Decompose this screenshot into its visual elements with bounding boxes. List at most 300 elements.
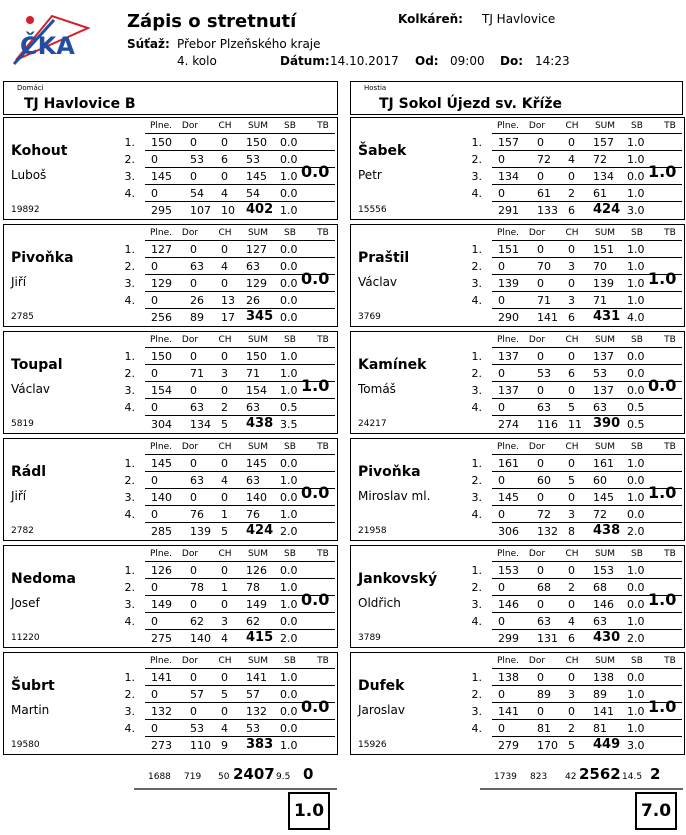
lane-cell: 72 [537,508,551,521]
column-header: Dor [181,228,199,238]
row-rule [492,505,682,506]
lane-cell: 145 [151,457,172,470]
end-time-label: Do: [500,54,524,68]
total-cell: 11 [568,418,582,431]
lane-number: 1. [471,564,482,577]
lane-number: 2. [124,474,135,487]
lane-cell: 0 [190,277,197,290]
row-rule [492,308,682,309]
lane-cell: 5 [568,474,575,487]
total-cell: 5 [221,418,228,431]
lane-cell: 149 [151,598,172,611]
column-header: CH [565,442,579,452]
lane-cell: 78 [190,581,204,594]
row-rule [145,291,335,292]
lane-cell: 0 [498,367,505,380]
player-surname: Kohout [11,143,68,159]
total-cell: 279 [498,739,519,752]
lane-cell: 0.0 [280,564,298,577]
lane-cell: 71 [537,294,551,307]
lane-cell: 0 [190,350,197,363]
lane-cell: 1.0 [280,350,298,363]
lane-cell: 0 [568,671,575,684]
lane-cell: 0 [498,153,505,166]
total-cell: 110 [190,739,211,752]
lane-cell: 0 [537,598,544,611]
player-points: 1.0 [301,376,330,395]
total-cell: 131 [537,632,558,645]
lane-cell: 146 [593,598,614,611]
lane-cell: 141 [593,705,614,718]
lane-cell: 63 [593,401,607,414]
total-cell: 438 [593,523,621,538]
lane-number: 4. [471,508,482,521]
total-cell: 306 [498,525,519,538]
lane-cell: 72 [537,153,551,166]
lane-cell: 0 [221,277,228,290]
lane-cell: 3 [568,294,575,307]
lane-cell: 0 [568,705,575,718]
row-rule [145,505,335,506]
lane-cell: 0.0 [280,722,298,735]
lane-cell: 153 [593,564,614,577]
lane-cell: 145 [246,457,267,470]
guest-team-box [350,81,683,115]
lane-cell: 0 [151,153,158,166]
lane-number: 1. [471,671,482,684]
player-id: 11220 [11,633,40,643]
lane-cell: 4 [221,187,228,200]
header-rule [492,561,682,562]
column-header: SB [631,121,643,131]
player-points: 1.0 [648,590,677,609]
lanes-label: Kolkáreň: [398,12,463,26]
total-cell: 295 [151,204,172,217]
lane-cell: 53 [593,367,607,380]
total-cell: 10 [221,204,235,217]
guest-total-tb: 2 [650,765,661,783]
home-team-label: Domáci [17,84,44,92]
player-surname: Šabek [358,143,407,159]
lane-number: 3. [124,384,135,397]
player-id: 19580 [11,740,40,750]
total-cell: 449 [593,737,621,752]
guest-final-score: 7.0 [635,792,677,830]
column-header: CH [565,656,579,666]
lane-cell: 1.0 [627,688,645,701]
lane-cell: 0 [568,350,575,363]
total-cell: 5 [221,525,228,538]
player-firstname: Jiří [11,275,27,289]
row-rule [145,736,335,737]
lane-cell: 0 [537,491,544,504]
lane-cell: 0 [221,491,228,504]
player-points: 0.0 [648,376,677,395]
player-surname: Jankovský [358,571,438,587]
lane-number: 3. [471,491,482,504]
lane-cell: 4 [221,474,228,487]
lane-cell: 0 [568,243,575,256]
lane-cell: 134 [593,170,614,183]
lane-cell: 0 [498,615,505,628]
lane-cell: 1.0 [280,671,298,684]
lane-cell: 89 [593,688,607,701]
player-firstname: Oldřich [358,596,401,610]
player-surname: Rádl [11,464,47,480]
lane-cell: 132 [246,705,267,718]
lane-cell: 157 [593,136,614,149]
player-firstname: Václav [11,382,51,396]
lane-cell: 138 [593,671,614,684]
lane-cell: 1.0 [280,170,298,183]
lane-cell: 0 [190,170,197,183]
row-rule [145,578,335,579]
lane-cell: 71 [190,367,204,380]
lane-cell: 0 [190,243,197,256]
column-header: SUM [247,549,269,559]
row-rule [145,522,335,523]
lane-cell: 0.0 [627,508,645,521]
lane-cell: 0.0 [280,260,298,273]
lane-cell: 70 [593,260,607,273]
header-rule [145,133,335,134]
total-cell: 431 [593,309,621,324]
row-rule [492,257,682,258]
column-header: Plne. [149,335,173,345]
column-header: Plne. [149,656,173,666]
guest-total-ch: 42 [565,772,577,782]
column-header: SUM [594,228,616,238]
total-cell: 424 [246,523,274,538]
header-rule [145,347,335,348]
column-header: SB [631,656,643,666]
lane-cell: 0 [498,688,505,701]
lane-number: 2. [471,688,482,701]
column-header: Dor [528,656,546,666]
lane-number: 2. [471,367,482,380]
lane-cell: 0 [190,598,197,611]
lane-number: 3. [124,491,135,504]
total-cell: 290 [498,311,519,324]
row-rule [492,578,682,579]
player-firstname: Petr [358,168,382,182]
column-header: Dor [181,656,199,666]
lanes-value: TJ Havlovice [482,12,556,26]
total-cell: 3.5 [280,418,298,431]
total-cell: 415 [246,630,274,645]
lane-cell: 0 [151,367,158,380]
lane-cell: 53 [190,722,204,735]
column-header: TB [317,549,329,559]
lane-cell: 3 [568,508,575,521]
lane-cell: 0.0 [280,294,298,307]
lane-cell: 141 [151,671,172,684]
player-id: 3789 [358,633,381,643]
lane-cell: 0 [498,260,505,273]
lane-cell: 150 [151,136,172,149]
total-cell: 345 [246,309,274,324]
lane-cell: 70 [537,260,551,273]
lane-cell: 4 [221,260,228,273]
lane-cell: 63 [246,474,260,487]
lane-cell: 63 [190,260,204,273]
lane-number: 1. [471,243,482,256]
player-points: 1.0 [648,697,677,716]
lane-cell: 0 [537,170,544,183]
column-header: Plne. [149,228,173,238]
lane-cell: 2 [568,581,575,594]
lane-cell: 1.0 [627,243,645,256]
lane-cell: 0.0 [627,384,645,397]
lane-cell: 1.0 [280,581,298,594]
player-surname: Kamínek [358,357,427,373]
column-header: Dor [181,442,199,452]
lane-cell: 146 [498,598,519,611]
row-rule [492,522,682,523]
lane-cell: 5 [221,688,228,701]
lane-cell: 0 [498,401,505,414]
lane-number: 3. [124,170,135,183]
home-player-card [3,331,338,434]
lane-cell: 57 [246,688,260,701]
lane-cell: 61 [537,187,551,200]
home-player-card [3,545,338,648]
total-cell: 390 [593,416,621,431]
player-firstname: Václav [358,275,398,289]
home-total-plne: 1688 [148,772,171,782]
lane-cell: 68 [537,581,551,594]
home-player-card [3,117,338,220]
total-cell: 116 [537,418,558,431]
column-header: SUM [247,335,269,345]
total-cell: 17 [221,311,235,324]
column-header: SUM [594,656,616,666]
lane-number: 2. [471,153,482,166]
lane-cell: 140 [246,491,267,504]
home-total-dor: 719 [184,772,202,782]
lane-cell: 0 [221,243,228,256]
lane-cell: 53 [537,367,551,380]
end-time-value: 14:23 [535,54,570,68]
lane-cell: 0 [221,705,228,718]
column-header: SB [631,228,643,238]
lane-cell: 137 [593,350,614,363]
player-points: 0.0 [301,590,330,609]
lane-cell: 0.0 [627,598,645,611]
lane-cell: 2 [221,401,228,414]
lane-cell: 63 [246,260,260,273]
lane-cell: 63 [246,401,260,414]
lane-cell: 63 [537,401,551,414]
row-rule [145,629,335,630]
lane-cell: 0 [221,384,228,397]
column-header: SUM [247,121,269,131]
player-firstname: Luboš [11,168,47,182]
lane-cell: 0 [498,294,505,307]
lane-cell: 0 [498,581,505,594]
lane-cell: 0 [221,564,228,577]
lane-cell: 0.0 [280,153,298,166]
total-cell: 2.0 [280,525,298,538]
row-rule [145,150,335,151]
column-header: SUM [247,228,269,238]
lane-cell: 145 [593,491,614,504]
header-rule [145,240,335,241]
lane-cell: 26 [190,294,204,307]
lane-cell: 4 [221,722,228,735]
player-surname: Šubrt [11,678,55,694]
header-rule [145,668,335,669]
lane-cell: 0.0 [280,457,298,470]
row-rule [492,736,682,737]
row-rule [492,685,682,686]
lane-number: 4. [471,615,482,628]
column-header: SUM [594,121,616,131]
lane-cell: 0 [537,243,544,256]
lane-number: 1. [124,243,135,256]
lane-cell: 0.0 [627,170,645,183]
lane-cell: 1.0 [627,187,645,200]
column-header: CH [218,656,232,666]
total-cell: 134 [190,418,211,431]
guest-total-plne: 1739 [494,772,517,782]
total-cell: 274 [498,418,519,431]
column-header: TB [664,549,676,559]
lane-cell: 126 [246,564,267,577]
lane-cell: 0 [151,615,158,628]
lane-cell: 71 [246,367,260,380]
lane-cell: 4 [568,615,575,628]
row-rule [492,291,682,292]
home-team-box [3,81,338,115]
lane-cell: 0.5 [280,401,298,414]
lane-number: 4. [471,294,482,307]
competition-value: Přebor Plzeňského kraje [177,37,321,51]
lane-number: 4. [471,401,482,414]
column-header: SUM [594,442,616,452]
lane-cell: 1.0 [627,564,645,577]
lane-cell: 0 [151,474,158,487]
lane-cell: 139 [593,277,614,290]
lane-number: 1. [124,136,135,149]
player-surname: Pivoňka [358,464,421,480]
lane-cell: 0 [498,722,505,735]
federation-logo [12,10,90,66]
column-header: CH [218,121,232,131]
column-header: SB [631,335,643,345]
lane-cell: 1.0 [280,598,298,611]
row-rule [145,685,335,686]
lane-cell: 6 [568,367,575,380]
column-header: Plne. [496,121,520,131]
column-header: SUM [594,335,616,345]
row-rule [492,398,682,399]
lane-cell: 0 [221,350,228,363]
lane-cell: 150 [246,350,267,363]
lane-cell: 0 [537,350,544,363]
row-rule [492,364,682,365]
lane-cell: 141 [246,671,267,684]
lane-cell: 151 [498,243,519,256]
lane-cell: 0 [537,384,544,397]
header-rule [492,668,682,669]
column-header: CH [565,121,579,131]
lane-cell: 0 [190,671,197,684]
player-points: 1.0 [648,269,677,288]
guest-player-card [350,224,685,327]
column-header: TB [317,656,329,666]
lane-cell: 0.0 [627,581,645,594]
home-final-score: 1.0 [288,792,330,830]
column-header: CH [565,228,579,238]
row-rule [145,415,335,416]
total-cell: 430 [593,630,621,645]
lane-number: 1. [471,457,482,470]
column-header: Dor [528,442,546,452]
lane-cell: 1.0 [280,508,298,521]
guest-player-card [350,331,685,434]
lane-cell: 63 [190,474,204,487]
lane-cell: 0 [568,457,575,470]
lane-cell: 1 [221,581,228,594]
column-header: CH [218,228,232,238]
player-points: 0.0 [301,483,330,502]
lane-cell: 0 [568,384,575,397]
lane-cell: 76 [246,508,260,521]
column-header: Plne. [496,442,520,452]
lane-cell: 62 [246,615,260,628]
lane-number: 1. [124,350,135,363]
lane-cell: 0.0 [280,136,298,149]
total-cell: 6 [568,204,575,217]
total-cell: 3.0 [627,204,645,217]
lane-cell: 129 [151,277,172,290]
total-cell: 89 [190,311,204,324]
lane-number: 2. [471,581,482,594]
lane-number: 3. [124,598,135,611]
lane-cell: 3 [221,615,228,628]
lane-cell: 3 [568,260,575,273]
lane-cell: 139 [498,277,519,290]
lane-cell: 1.0 [627,136,645,149]
lane-cell: 0.0 [280,491,298,504]
lane-cell: 61 [593,187,607,200]
lane-cell: 127 [246,243,267,256]
player-id: 15926 [358,740,387,750]
total-cell: 5 [568,739,575,752]
total-cell: 1.0 [280,204,298,217]
player-id: 15556 [358,205,387,215]
player-id: 3769 [358,312,381,322]
guest-total-rule [480,788,683,790]
home-total-tb: 0 [303,765,314,783]
lane-cell: 1.0 [280,474,298,487]
lane-number: 2. [124,367,135,380]
lane-number: 3. [471,170,482,183]
lane-cell: 0 [151,581,158,594]
lane-cell: 0 [537,671,544,684]
lane-number: 1. [124,457,135,470]
lane-cell: 6 [221,153,228,166]
row-rule [492,184,682,185]
lane-cell: 1.0 [280,367,298,380]
total-cell: 141 [537,311,558,324]
lane-cell: 140 [151,491,172,504]
lane-cell: 0 [498,474,505,487]
row-rule [145,201,335,202]
row-rule [492,415,682,416]
lane-cell: 81 [593,722,607,735]
